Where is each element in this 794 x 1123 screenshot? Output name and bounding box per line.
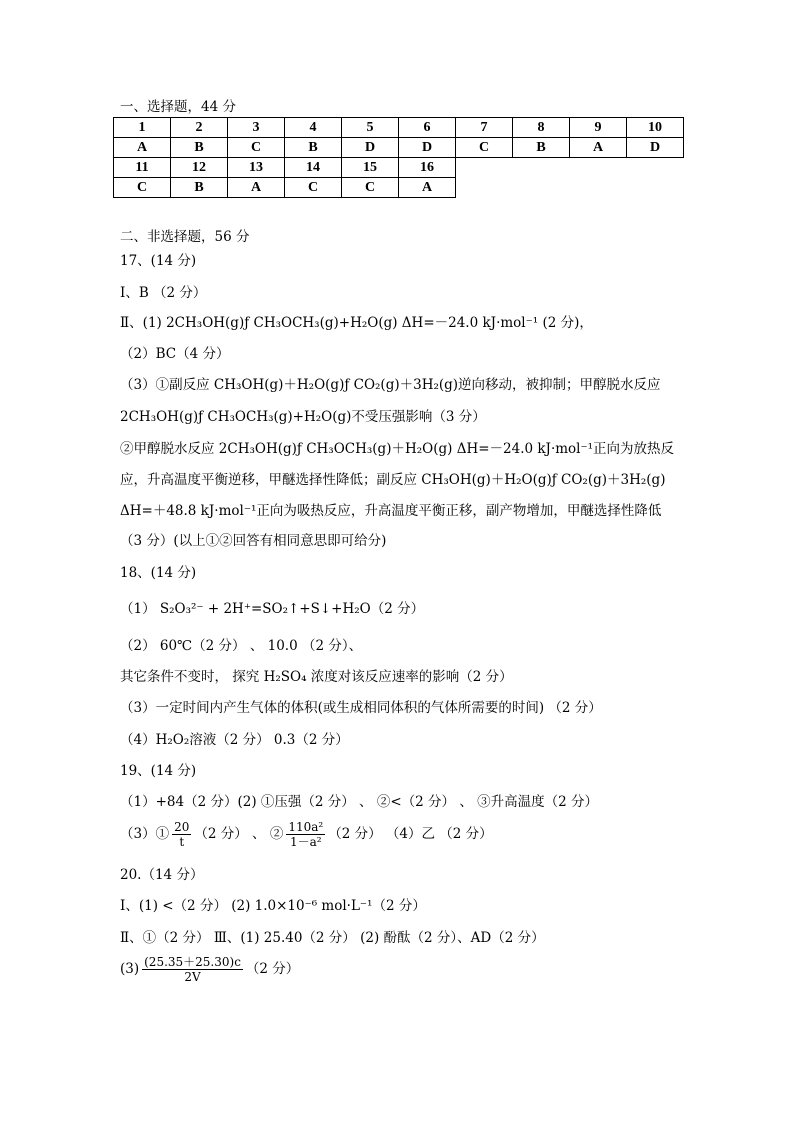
answer-table <box>113 117 684 198</box>
table-row <box>114 118 684 138</box>
table-cell: 3 <box>228 118 285 138</box>
table-cell: C <box>285 178 342 198</box>
empty-cell <box>456 158 513 178</box>
q19-line2-mid: （2 分） 、 ② <box>194 826 284 842</box>
q19-title: 19、(14 分) <box>120 763 197 779</box>
empty-cell <box>627 178 684 198</box>
table-row <box>114 138 684 158</box>
table-cell: 11 <box>114 158 171 178</box>
q17-part2-2: （2）BC（4 分） <box>120 346 230 362</box>
q18-line1: （1） S₂O₃²⁻ + 2H⁺=SO₂↑+S↓+H₂O（2 分） <box>120 601 425 617</box>
q17-part1: Ⅰ、B （2 分） <box>120 285 207 301</box>
fraction-numerator: 20 <box>174 820 190 834</box>
fraction-20-over-t <box>172 820 191 849</box>
q20-line3-prefix: (3) <box>120 961 140 977</box>
section2-heading: 二、非选择题，56 分 <box>120 229 250 245</box>
table-cell: 4 <box>285 118 342 138</box>
table-row <box>114 178 684 198</box>
table-cell: 9 <box>570 118 627 138</box>
table-cell: 7 <box>456 118 513 138</box>
fraction-110a2 <box>286 820 325 849</box>
q20-title: 20.（14 分） <box>120 867 204 883</box>
table-cell: C <box>114 178 171 198</box>
empty-cell <box>627 158 684 178</box>
q18-title: 18、(14 分) <box>120 565 197 581</box>
q20-line3 <box>120 955 299 984</box>
table-cell: C <box>456 138 513 158</box>
q19-line1: （1）+84（2 分）(2) ①压强（2 分） 、 ②<（2 分） 、 ③升高温度（2 分） <box>120 794 598 810</box>
q18-line2: （2） 60℃（2 分） 、 10.0 （2 分）、 <box>120 638 363 654</box>
empty-cell <box>513 178 570 198</box>
table-cell: B <box>513 138 570 158</box>
empty-cell <box>456 178 513 198</box>
q17-part2-3d: 应，升高温度平衡逆移，甲醚选择性降低；副反应 CH₃OH(g)＋H₂O(g)ƒ CO₂(g)＋3H₂(g) <box>120 472 666 488</box>
table-cell: 16 <box>399 158 456 178</box>
table-cell: 5 <box>342 118 399 138</box>
table-cell: D <box>627 138 684 158</box>
table-cell: 6 <box>399 118 456 138</box>
q17-part2-3b: 2CH₃OH(g)ƒ CH₃OCH₃(g)+H₂O(g)不受压强影响（3 分） <box>120 409 486 425</box>
section1-heading: 一、选择题，44 分 <box>120 99 236 115</box>
q19-line2-prefix: （3）① <box>120 826 170 842</box>
q20-line2: Ⅱ、①（2 分） Ⅲ、(1) 25.40（2 分） (2) 酚酞（2 分）、AD（2 分） <box>120 930 545 946</box>
fraction-denominator: t <box>179 835 185 849</box>
table-cell: 13 <box>228 158 285 178</box>
q20-line1: Ⅰ、(1) <（2 分） (2) 1.0×10⁻⁶ mol·L⁻¹（2 分） <box>120 898 426 914</box>
table-cell: B <box>285 138 342 158</box>
table-cell: 12 <box>171 158 228 178</box>
table-cell: A <box>114 138 171 158</box>
empty-cell <box>570 178 627 198</box>
q18-line3: 其它条件不变时， 探究 H₂SO₄ 浓度对该反应速率的影响（2 分） <box>120 669 513 685</box>
table-cell: 10 <box>627 118 684 138</box>
table-cell: A <box>399 178 456 198</box>
table-cell: C <box>228 138 285 158</box>
table-cell: 2 <box>171 118 228 138</box>
table-cell: B <box>171 178 228 198</box>
table-cell: 8 <box>513 118 570 138</box>
q17-part2-1: Ⅱ、(1) 2CH₃OH(g)ƒ CH₃OCH₃(g)+H₂O(g) ΔH=－24.0 kJ·mol⁻¹ (2 分)， <box>120 315 593 331</box>
table-cell: D <box>399 138 456 158</box>
q17-part2-3c: ②甲醇脱水反应 2CH₃OH(g)ƒ CH₃OCH₃(g)＋H₂O(g) ΔH=－24.0 kJ·mol⁻¹正向为放热反 <box>120 441 675 457</box>
fraction-denominator: 1－a² <box>289 835 322 849</box>
q18-line5: （4）H₂O₂溶液（2 分） 0.3（2 分） <box>120 732 349 748</box>
q17-part2-3e: ΔH=＋48.8 kJ·mol⁻¹正向为吸热反应，升高温度平衡正移，副产物增加，甲醚选择性降低 <box>120 503 662 519</box>
table-cell: C <box>342 178 399 198</box>
table-cell: 15 <box>342 158 399 178</box>
table-cell: 1 <box>114 118 171 138</box>
q18-line4: （3）一定时间内产生气体的体积(或生成相同体积的气体所需要的时间) （2 分） <box>120 700 602 716</box>
q17-title: 17、(14 分) <box>120 253 197 269</box>
table-cell: A <box>228 178 285 198</box>
table-cell: B <box>171 138 228 158</box>
fraction-denominator: 2V <box>184 970 201 984</box>
q17-part2-3a: （3）①副反应 CH₃OH(g)＋H₂O(g)ƒ CO₂(g)＋3H₂(g)逆向移动，被抑制；甲醇脱水反应 <box>120 377 661 393</box>
fraction-numerator: (25.35＋25.30)c <box>144 955 241 969</box>
table-cell: D <box>342 138 399 158</box>
q19-line2 <box>120 820 493 849</box>
q20-line3-suffix: （2 分） <box>245 961 300 977</box>
fraction-titration <box>142 955 243 984</box>
q17-part2-3f: （3 分）(以上①②回答有相同意思即可给分) <box>120 533 387 549</box>
q19-line2-suffix: （2 分） （4）乙 （2 分） <box>328 826 493 842</box>
table-cell: A <box>570 138 627 158</box>
table-row <box>114 158 684 178</box>
empty-cell <box>570 158 627 178</box>
fraction-numerator: 110a² <box>288 820 324 834</box>
table-cell: 14 <box>285 158 342 178</box>
empty-cell <box>513 158 570 178</box>
